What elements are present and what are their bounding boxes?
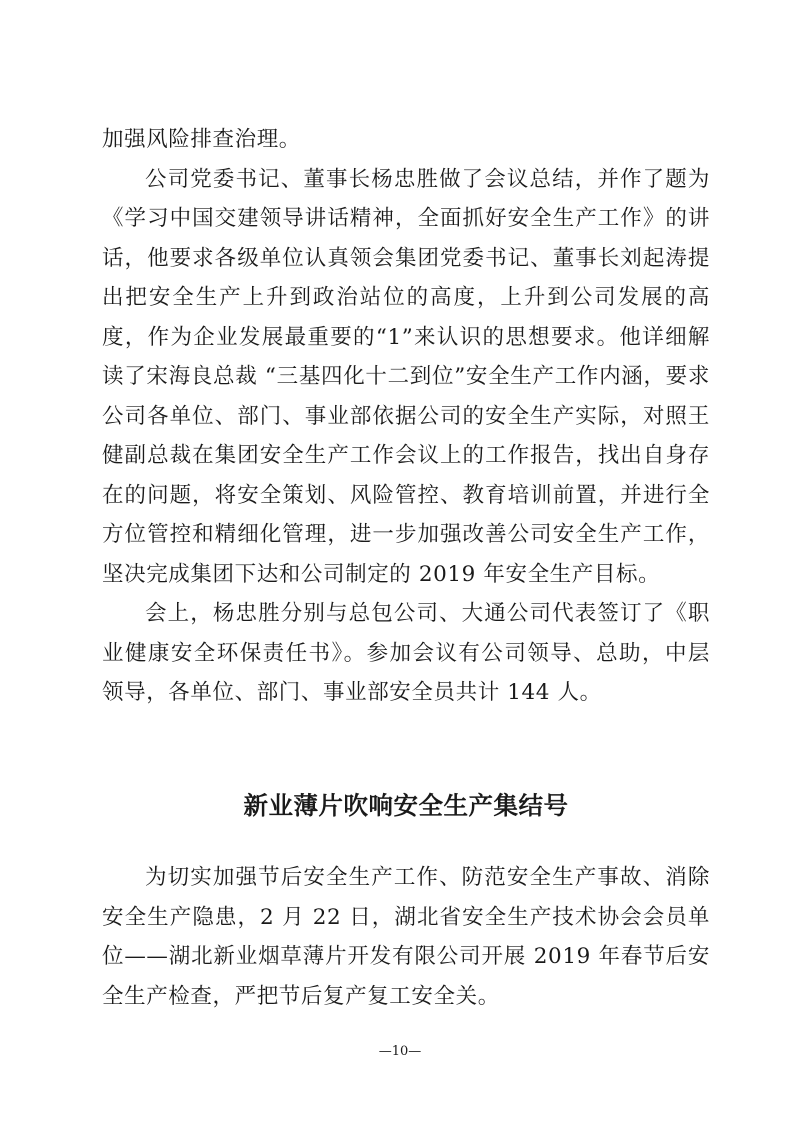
paragraph-responsibility-signing: 会上，杨忠胜分别与总包公司、大通公司代表签订了《职业健康安全环保责任书》。参加会议有公司领导、总助，中层领导，各单位、部门、事业部安全员共计 144 人。: [102, 601, 710, 705]
paragraph-continuation: 加强风险排查治理。: [102, 127, 301, 152]
body-text-bottom: [102, 858, 710, 1016]
section-title: 新业薄片吹响安全生产集结号: [243, 791, 569, 820]
body-text-top: [102, 120, 710, 713]
paragraph-safety-inspection: 为切实加强节后安全生产工作、防范安全生产事故、消除安全生产隐患，2 月 22 日，湖北省安全生产技术协会会员单位——湖北新业烟草薄片开发有限公司开展 2019 年春节后安全生产检查，严把节后复产复工安全关。: [102, 865, 710, 1009]
page-number: —10—: [378, 1044, 422, 1059]
paragraph-meeting-summary: 公司党委书记、董事长杨忠胜做了会议总结，并作了题为《学习中国交建领导讲话精神，全面抓好安全生产工作》的讲话，他要求各级单位认真领会集团党委书记、董事长刘起涛提出把安全生产上升到政治站位的高度，上升到公司发展的高度，作为企业发展最重要的“1”来认识的思想要求。他详细解读了宋海良总裁 “三基四化十二到位”安全生产工作内涵，要求公司各单位、部门、事业部依据公司的安全生产实际，对照王健副总裁在集团安全生产工作会议上的工作报告，找出自身存在的问题，将安全策划、风险管控、教育培训前置，并进行全方位管控和精细化管理，进一步加强改善公司安全生产工作，坚决完成集团下达和公司制定的 2019 年安全生产目标。: [102, 166, 710, 587]
